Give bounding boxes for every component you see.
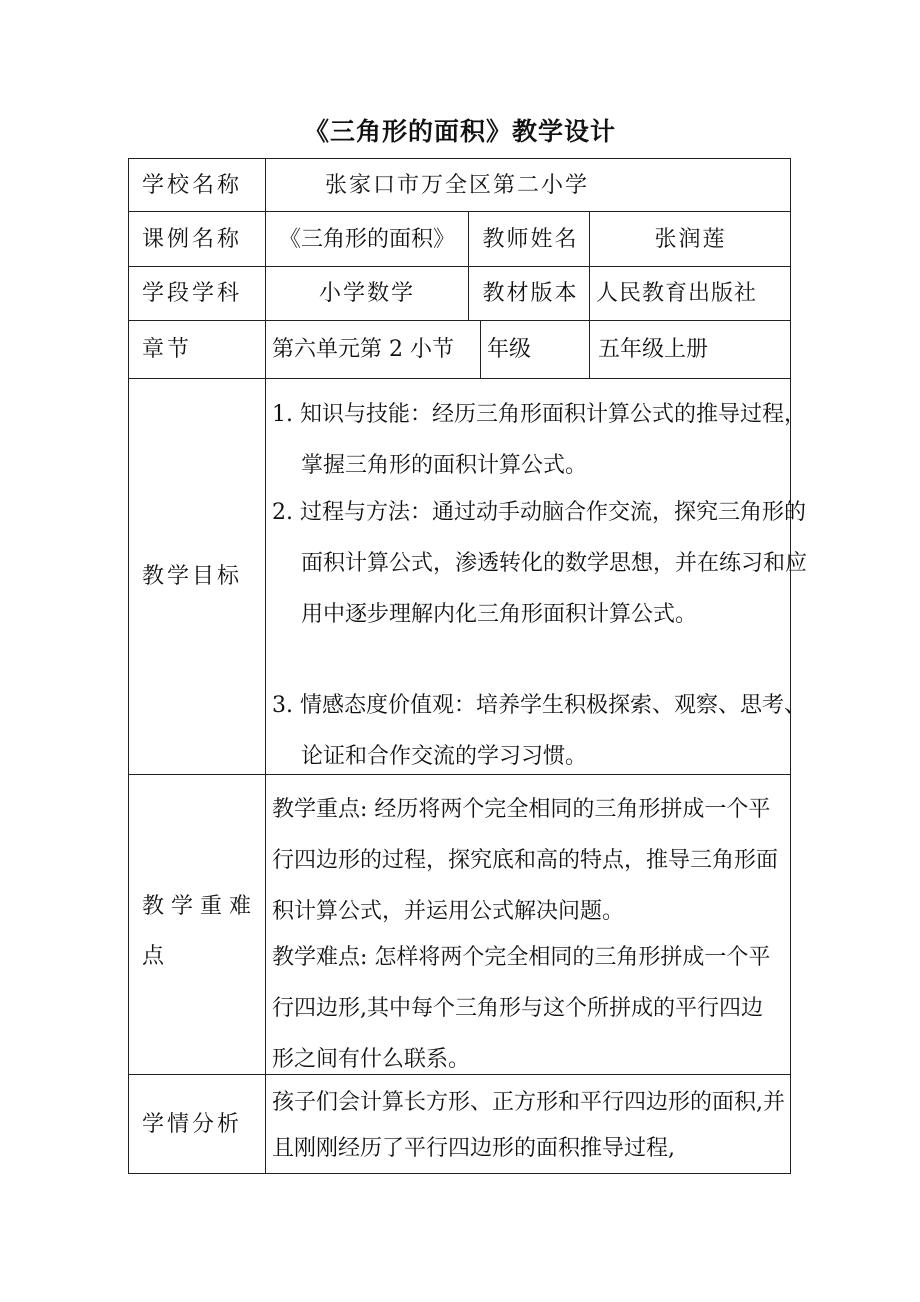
objective-item: 1. 知识与技能：经历三角形面积计算公式的推导过程，掌握三角形的面积计算公式。 <box>272 402 806 478</box>
column-divider <box>468 211 469 320</box>
analysis-text: 孩子们会计算长方形、正方形和平行四边形的面积,并且刚刚经历了平行四边形的面积推导过程, <box>272 1090 785 1161</box>
textbook-value: 人民教育出版社 <box>596 281 758 306</box>
teacher-label: 教师姓名 <box>482 226 579 252</box>
lesson-value: 《三角形的面积》 <box>278 226 455 252</box>
teaching-difficulty: 教学难点: 怎样将两个完全相同的三角形拼成一个平行四边形,其中每个三角形与这个所拼成的平行四边形之间有什么联系。 <box>272 945 771 1072</box>
grade-value: 五年级上册 <box>598 337 709 362</box>
teacher-value: 张润莲 <box>654 226 727 252</box>
school-value: 张家口市万全区第二小学 <box>325 172 590 198</box>
lesson-label: 课例名称 <box>142 226 243 252</box>
row-divider <box>128 211 791 212</box>
teaching-focus: 教学重点: 经历将两个完全相同的三角形拼成一个平行四边形的过程，探究底和高的特点，推导三角形面积计算公式，并运用公式解决问题。 <box>272 797 779 924</box>
objectives-label: 教学目标 <box>142 564 243 589</box>
row-divider <box>128 378 791 379</box>
subject-label: 学段学科 <box>142 281 243 306</box>
chapter-value: 第六单元第 2 小节 <box>272 337 454 362</box>
document-title: 《三角形的面积》教学设计 <box>303 117 616 146</box>
school-label: 学校名称 <box>142 172 243 198</box>
textbook-label: 教材版本 <box>482 281 579 306</box>
row-divider <box>128 320 791 321</box>
chapter-label: 章节 <box>142 337 193 362</box>
objective-item: 2. 过程与方法：通过动手动脑合作交流，探究三角形的面积计算公式，渗透转化的数学思想，并在练习和应用中逐步理解内化三角形面积计算公式。 <box>272 500 808 627</box>
objective-item: 3. 情感态度价值观：培养学生积极探索、观察、思考、论证和合作交流的学习习惯。 <box>272 693 806 769</box>
analysis-label: 学情分析 <box>142 1112 243 1137</box>
key-points-label: 教 学 重 难 点 <box>142 894 251 969</box>
row-divider <box>128 266 791 267</box>
subject-value: 小学数学 <box>318 281 415 306</box>
grade-label: 年级 <box>487 337 532 362</box>
column-divider <box>480 320 481 378</box>
